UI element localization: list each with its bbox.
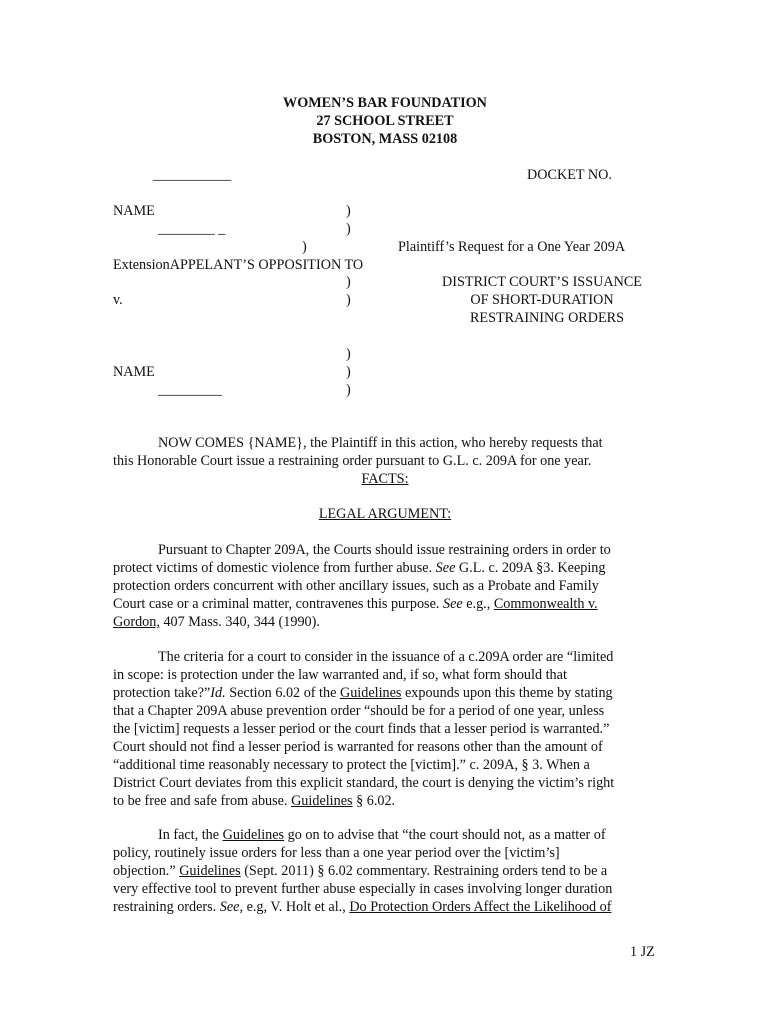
text-run: protection take?” — [113, 685, 211, 701]
text-line: “additional time reasonably necessary to protect the [victim].” c. 209A, § 3. When a — [113, 757, 590, 773]
org-city: BOSTON, MASS 02108 — [312, 131, 458, 147]
party1-blank: ________ _ — [158, 221, 226, 237]
text-run: § 6.02. — [352, 793, 396, 809]
citation-signal: See — [219, 899, 240, 915]
paragraph-1 — [113, 541, 645, 631]
org-name: WOMEN’S BAR FOUNDATION — [283, 95, 487, 111]
text-run: Section 6.02 of the — [225, 685, 340, 701]
text-line: that a Chapter 209A abuse prevention order “should be for a period of one year, unless — [113, 703, 605, 719]
text-run: In fact, the — [158, 827, 223, 843]
guidelines-citation: Guidelines — [291, 793, 353, 809]
caption-paren: ) — [302, 239, 307, 255]
text-line — [113, 613, 645, 631]
issuance-line-2: OF SHORT-DURATION — [470, 292, 614, 308]
text-run: , e.g, V. Holt et al., — [239, 899, 350, 915]
text-run: G.L. c. 209A §3. Keeping — [455, 560, 606, 576]
party1-label: NAME — [113, 203, 155, 219]
text-line — [113, 684, 645, 702]
intro-line-2: this Honorable Court issue a restraining order pursuant to G.L. c. 209A for one year. — [113, 453, 592, 469]
text-run: 407 Mass. 340, 344 (1990). — [159, 614, 320, 630]
issuance-line-1: DISTRICT COURT’S ISSUANCE — [442, 274, 642, 290]
caption-paren: ) — [346, 346, 351, 362]
text-line: very effective tool to prevent further abuse especially in cases involving longer duration — [113, 881, 613, 897]
request-title: Plaintiff’s Request for a One Year 209A — [398, 239, 626, 255]
versus: v. — [113, 292, 123, 308]
text-line — [113, 898, 645, 916]
extension-line: ExtensionAPPELANT’S OPPOSITION TO — [113, 257, 364, 273]
text-run: e.g., — [462, 596, 494, 612]
text-run: expounds upon this theme by stating — [401, 685, 613, 701]
caption-paren: ) — [346, 274, 351, 290]
org-street: 27 SCHOOL STREET — [316, 113, 454, 129]
text-line: Pursuant to Chapter 209A, the Courts should issue restraining orders in order to — [158, 542, 611, 558]
citation-signal: See — [442, 596, 463, 612]
party2-blank: _________ — [158, 382, 222, 398]
citation-signal: Id. — [210, 685, 226, 701]
citation-signal: See — [435, 560, 456, 576]
guidelines-citation: Guidelines — [179, 863, 241, 879]
text-line: The criteria for a court to consider in the issuance of a c.209A order are “limited — [158, 649, 614, 665]
caption-paren: ) — [346, 292, 351, 308]
case-citation: Gordon, — [113, 614, 160, 630]
text-line — [113, 559, 645, 577]
text-run: to be free and safe from abuse. — [113, 793, 292, 809]
docket-number: DOCKET NO. — [527, 167, 612, 183]
case-citation: Commonwealth v. — [493, 596, 598, 612]
paragraph-3 — [113, 826, 645, 916]
caption-paren: ) — [346, 203, 351, 219]
legal-argument-heading: LEGAL ARGUMENT: — [318, 506, 452, 522]
text-line: protection orders concurrent with other ancillary issues, such as a Probate and Family — [113, 578, 599, 594]
caption-paren: ) — [346, 221, 351, 237]
text-line: policy, routinely issue orders for less than a one year period over the [victim’s] — [113, 845, 560, 861]
text-run: restraining orders. — [113, 899, 220, 915]
text-line: in scope: is protection under the law warranted and, if so, what form should that — [113, 667, 567, 683]
text-run: protect victims of domestic violence from further abuse. — [113, 560, 436, 576]
text-line: District Court deviates from this explicit standard, the court is denying the victim’s right — [113, 775, 615, 791]
text-line — [113, 792, 645, 810]
text-line — [113, 826, 645, 844]
text-line — [113, 862, 645, 880]
issuance-line-3: RESTRAINING ORDERS — [469, 310, 625, 326]
text-line: the [victim] requests a lesser period or the court finds that a lesser period is warranted.” — [113, 721, 610, 737]
paragraph-2 — [113, 648, 645, 810]
text-run: (Sept. 2011) § 6.02 commentary. Restraining orders tend to be a — [240, 863, 608, 879]
caption-paren: ) — [346, 364, 351, 380]
text-line: Court should not find a lesser period is warranted for reasons other than the amount of — [113, 739, 603, 755]
caption-paren: ) — [346, 382, 351, 398]
intro-line-1: NOW COMES {NAME}, the Plaintiff in this action, who hereby requests that — [158, 435, 603, 451]
facts-heading: FACTS: — [361, 471, 409, 487]
guidelines-citation: Guidelines — [222, 827, 285, 843]
party2-label: NAME — [113, 364, 155, 380]
text-run: go on to advise that “the court should not, as a matter of — [284, 827, 606, 843]
text-run: Court case or a criminal matter, contravenes this purpose. — [113, 596, 443, 612]
page-number: 1 JZ — [630, 944, 655, 960]
guidelines-citation: Guidelines — [339, 685, 402, 701]
court-blank: ___________ — [153, 167, 232, 183]
text-line — [113, 595, 645, 613]
article-citation: Do Protection Orders Affect the Likelihood of — [349, 899, 612, 915]
text-run: objection.” — [113, 863, 180, 879]
